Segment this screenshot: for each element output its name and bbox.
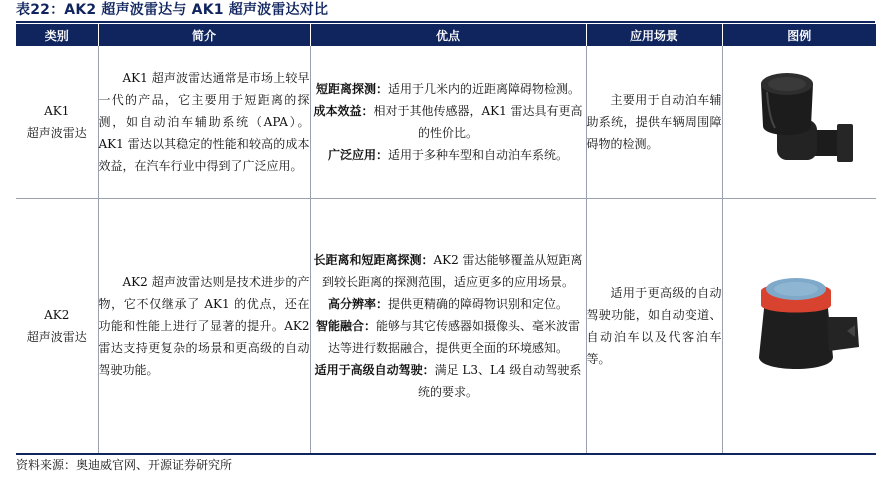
category-label: AK1 [44,104,70,118]
advantage-text: AK2 雷达能够覆盖从短距离到较长距离的探测范围，适应更多的应用场景。 [321,253,583,289]
advantage-text: 适用于几米内的近距离障碍物检测。 [388,82,581,96]
category-cell [16,46,98,199]
advantage-text: 能够与其它传感器如摄像头、毫米波雷达等进行数据融合，提供更全面的环境感知。 [327,319,581,355]
header-intro: 简介 [98,24,310,46]
header-category: 类别 [16,24,98,46]
blue-red-ultrasonic-sensor-icon [729,261,869,391]
comparison-table [16,24,876,455]
advantage-key: 成本效益： [313,104,374,118]
header-scene: 应用场景 [586,24,722,46]
source-note: 资料来源：奥迪威官网、开源证券研究所 [16,458,233,472]
intro-text: AK2 超声波雷达则是技术进步的产物，它不仅继承了 AK1 的优点，还在功能和性能上进行了显著的提升。AK2 雷达支持更复杂的场景和更高级的自动驾驶功能。 [98,275,310,377]
advantage-key: 适用于高级自动驾驶： [314,363,435,377]
scene-cell [586,46,722,199]
table-header-row [16,24,876,46]
header-advantages: 优点 [310,24,586,46]
image-cell [722,199,876,455]
image-cell [722,46,876,199]
table-row [16,199,876,455]
intro-text: AK1 超声波雷达通常是市场上较早一代的产品，它主要用于短距离的探测，如自动泊车辅助系统（APA）。AK1 雷达以其稳定的性能和较高的成本效益，在汽车行业中得到了广泛应用。 [98,71,310,173]
intro-cell [98,199,310,455]
advantage-text: 提供更精确的障碍物识别和定位。 [388,297,569,311]
advantage-key: 长距离和短距离探测： [313,253,434,267]
connector-plug [837,124,853,162]
advantage-item [311,359,586,403]
advantage-text: 相对于其他传感器，AK1 雷达具有更高的性价比。 [373,104,583,140]
advantage-text: 适用于多种车型和自动泊车系统。 [388,148,569,162]
advantages-cell [310,199,586,455]
advantage-item [311,249,586,293]
advantage-key: 智能融合： [315,319,376,333]
advantage-text: 满足 L3、L4 级自动驾驶系统的要求。 [417,363,582,399]
advantage-key: 短距离探测： [315,82,388,96]
scene-cell [586,199,722,455]
sensor-face-inner [774,282,818,296]
scene-text: 适用于更高级的自动驾驶功能，如自动变道、自动泊车以及代客泊车等。 [586,286,722,366]
sensor-face-inner [768,77,806,91]
category-label: 超声波雷达 [26,126,87,140]
advantage-item [311,100,586,144]
advantage-key: 高分辨率： [327,297,388,311]
category-label: 超声波雷达 [26,330,87,344]
title-rule [16,21,875,23]
advantage-key: 广泛应用： [327,148,388,162]
scene-text: 主要用于自动泊车辅助系统，提供车辆周围障碍物的检测。 [586,93,722,151]
category-label: AK2 [44,308,70,322]
category-cell [16,199,98,455]
black-ultrasonic-sensor-icon [729,62,869,182]
advantage-item [311,144,586,166]
advantage-item [311,293,586,315]
advantage-item [311,315,586,359]
advantages-cell [310,46,586,199]
header-image: 图例 [722,24,876,46]
table-title: 表22：AK2 超声波雷达与 AK1 超声波雷达对比 [16,2,329,18]
table-row [16,46,876,199]
advantage-item [311,78,586,100]
intro-cell [98,46,310,199]
